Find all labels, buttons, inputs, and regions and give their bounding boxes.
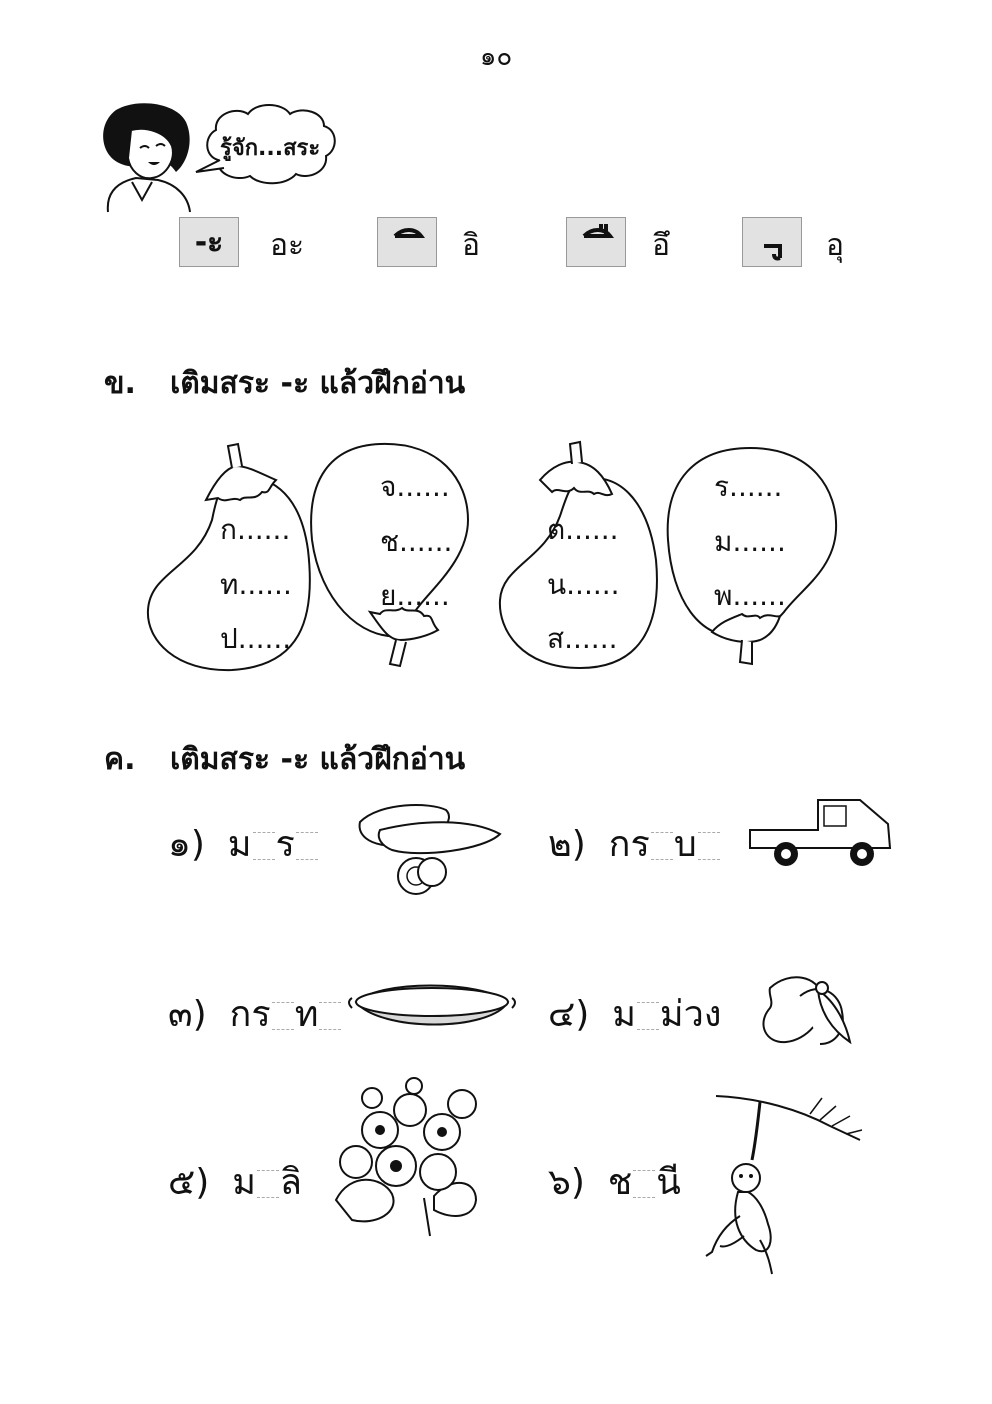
mango-icon	[763, 977, 850, 1044]
eggplant-3-line-3: ส......	[547, 622, 618, 655]
bitter-gourd-icon	[360, 805, 500, 894]
section-b-title: เติมสระ -ะ แล้วฝึกอ่าน	[170, 366, 466, 401]
eggplant-shapes	[0, 0, 992, 700]
gibbon-icon	[706, 1096, 862, 1274]
eggplant-2-line-2: ช......	[380, 525, 453, 558]
eggplant-2-line-3: ย......	[380, 579, 450, 612]
section-c-label: ค.	[104, 742, 136, 777]
eggplant-1-line-1: ก......	[220, 513, 291, 546]
item-letters: ม	[227, 824, 252, 865]
vowel-name-u: อุ	[826, 228, 845, 263]
jasmine-flowers-icon	[336, 1078, 476, 1236]
item-letters: ช	[607, 1162, 633, 1203]
item-letters: นี	[656, 1162, 681, 1203]
item-number: ๔)	[548, 994, 590, 1035]
item-letters: ลิ	[279, 1162, 302, 1203]
item-letters: ม	[232, 1162, 256, 1203]
item-letters: ม	[612, 994, 636, 1035]
eggplant-4-line-2: ม......	[714, 525, 786, 558]
eggplant-4-line-3: พ......	[714, 579, 786, 612]
item-number: ๓)	[168, 994, 207, 1035]
eggplant-1-line-3: ป......	[220, 622, 292, 655]
item-letters: ร	[275, 824, 295, 865]
vowel-name-ue: อึ	[652, 228, 671, 263]
item-letters: ม่วง	[659, 994, 722, 1035]
item-letters: ท	[294, 994, 319, 1035]
vowel-box-a: -ะ	[179, 217, 239, 267]
item-number: ๑)	[168, 824, 205, 865]
eggplant-2-line-1: จ......	[380, 470, 450, 503]
truck-icon	[750, 800, 890, 866]
item-number: ๕)	[168, 1162, 210, 1203]
item-number: ๖)	[548, 1162, 585, 1203]
section-c-title: เติมสระ -ะ แล้วฝึกอ่าน	[170, 742, 466, 777]
item-letters: กร	[229, 994, 271, 1035]
exercise-illustrations	[0, 780, 992, 1300]
pan-icon	[349, 986, 515, 1025]
item-number: ๒)	[548, 824, 586, 865]
vowel-name-a: อะ	[270, 228, 305, 263]
item-letters: บ	[673, 824, 697, 865]
vowel-name-i: อิ	[462, 228, 481, 263]
bubble-text: รู้จัก...สระ	[220, 136, 321, 161]
eggplant-4-line-1: ร......	[714, 470, 783, 503]
eggplant-3-line-2: น......	[547, 568, 620, 601]
eggplant-3-line-1: ต......	[547, 513, 619, 546]
section-b-label: ข.	[104, 366, 136, 401]
item-letters: กร	[608, 824, 650, 865]
page-number: ๑๐	[479, 42, 513, 72]
eggplant-1-line-2: ท......	[220, 568, 292, 601]
